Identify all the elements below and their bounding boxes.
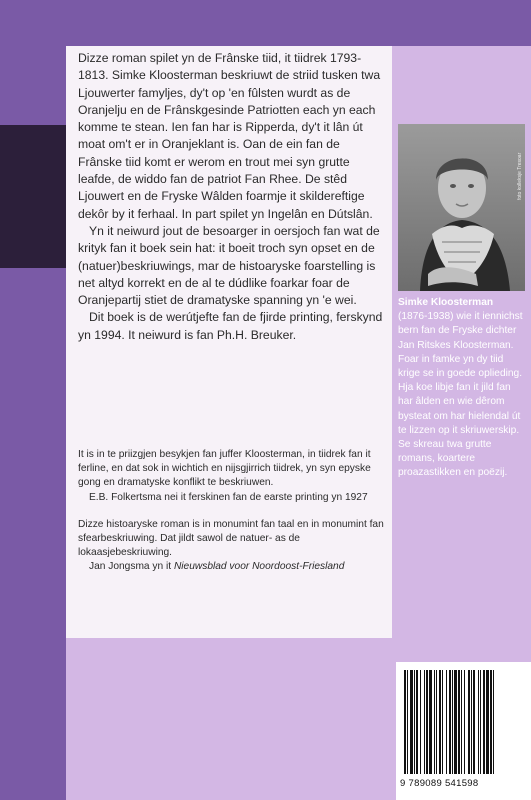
blurb-paragraph-3: Dit boek is de werútjefte fan de fjirde printing, ferskynd yn 1994. It neiwurd is fan Ph.H. Breuker. — [78, 310, 383, 342]
photo-credit: foto kolleksje Tresoar — [517, 152, 523, 200]
barcode-bar — [480, 670, 481, 774]
barcode-bar — [490, 670, 492, 774]
quote-2: Dizze histoaryske roman is in monumint fan taal en in monumint fan sfearbeskriuwing. Dat jildt sawol de natuer- as de lokaasjebeskriuwing. — [78, 518, 384, 559]
author-name: Simke Kloosterman — [398, 297, 494, 308]
barcode-bar — [439, 670, 441, 774]
barcode-bar — [416, 670, 418, 774]
barcode-bar — [458, 670, 460, 774]
barcode-bar — [442, 670, 443, 774]
blurb-text — [78, 50, 384, 344]
author-bio — [398, 296, 526, 481]
barcode-bar — [426, 670, 428, 774]
quote-2-source-prefix: Jan Jongsma yn it — [89, 561, 174, 573]
barcode-bar — [434, 670, 435, 774]
barcode-bar — [446, 670, 447, 774]
quote-1: It is in te priizgjen besykjen fan juffer Kloosterman, in tiidrek fan it ferline, en dat sok in wichtich en nijsgjirrich tiidrek, yn syn epyske gong en dramatyske konflikt te beskriuwen. — [78, 449, 371, 489]
barcode-bar — [452, 670, 453, 774]
barcode-bar — [449, 670, 451, 774]
barcode-bar — [464, 670, 465, 774]
barcode-bars — [402, 670, 524, 774]
author-bio-text: (1876-1938) wie it iennichst bern fan de Fryske dichter Jan Ritskes Kloosterman. Foar in famke yn dy tiid krige se in goede oplieding. Hja koe libje fan it jild fan har âlden en wie dêrom bysteat om har hielendal út te lizzen op it skriuwerskip. Se skreau twa grutte romans, koartere proazastikken en poëzij. — [398, 311, 523, 479]
barcode-bar — [454, 670, 457, 774]
isbn-number: 9 789089 541598 — [400, 778, 479, 789]
barcode-bar — [478, 670, 479, 774]
dark-side-bar — [0, 125, 66, 268]
barcode-bar — [436, 670, 437, 774]
barcode-bar — [486, 670, 489, 774]
barcode-bar — [407, 670, 408, 774]
barcode-bar — [410, 670, 413, 774]
barcode — [396, 662, 531, 800]
quote-2-source — [78, 560, 384, 574]
barcode-bar — [473, 670, 475, 774]
barcode-bar — [414, 670, 415, 774]
author-photo — [398, 124, 525, 291]
barcode-bar — [471, 670, 472, 774]
blurb-paragraph-1: Dizze roman spilet yn de Frânske tiid, it tiidrek 1793-1813. Simke Kloosterman beskriuwt de striid tusken twa Ljouwerter famyljes, dy't op 'en fûlsten wurdt as de Oranjelju en de Frânskgesinde Patriotten each yn each komme te stean. Ien fan har is Ripperda, dy't it lân út moat om't er in Oranjeklant is. Oan de ein fan de Frânske tiid komt er werom en trout mei syn grutte leafde, de widdo fan de patriot Fan Rhee. De stêd Ljouwert en de Fryske Wâlden foarmje it skildereftige dekôr by it ferhaal. In part spilet yn Ingelân en Dútslân. — [78, 51, 381, 221]
blurb-paragraph-2: Yn it neiwurd jout de besoarger in oersjoch fan wat de krityk fan it boek sein hat: it boeit troch syn opset en de (natuer)beskriuwings, mar de histoaryske foarstelling is net altyd korrekt en de al te dúdlike foarkar foar de Oranjepartij stiet de dramatyske spanning yn 'e wei. — [78, 223, 380, 308]
barcode-bar — [461, 670, 462, 774]
barcode-bar — [493, 670, 494, 774]
review-quotes — [78, 448, 384, 575]
barcode-bar — [404, 670, 406, 774]
barcode-bar — [420, 670, 421, 774]
barcode-bar — [424, 670, 425, 774]
quote-2-source-title: Nieuwsblad voor Noordoost-Friesland — [173, 561, 345, 573]
barcode-bar — [468, 670, 470, 774]
barcode-bar — [429, 670, 432, 774]
quote-1-source: E.B. Folkertsma nei it ferskinen fan de earste printing yn 1927 — [89, 491, 368, 503]
barcode-bar — [483, 670, 485, 774]
